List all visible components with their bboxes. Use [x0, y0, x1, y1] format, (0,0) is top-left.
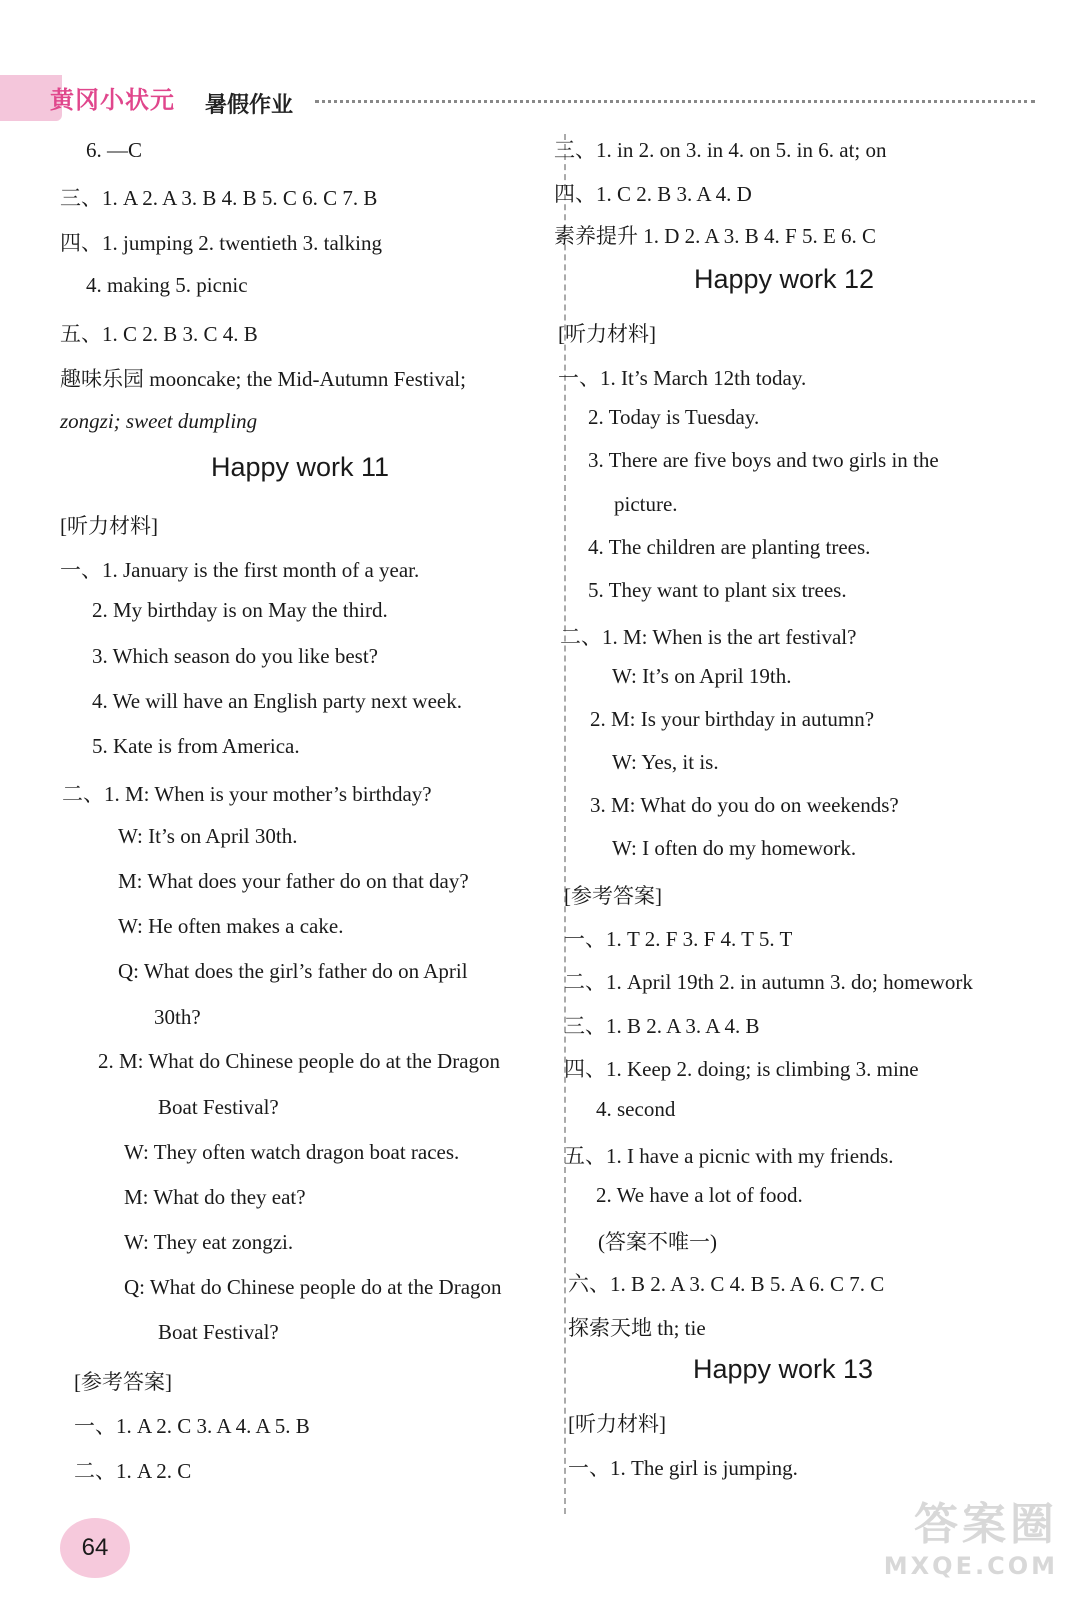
watermark-url: MXQE.COM	[883, 1552, 1058, 1580]
transcript-line: 3. M: What do you do on weekends?	[590, 793, 899, 817]
section-label: [参考答案]	[564, 884, 662, 908]
transcript-line: Boat Festival?	[158, 1095, 279, 1119]
transcript-line: Q: What does the girl’s father do on April	[118, 959, 468, 983]
transcript-line: 4. We will have an English party next week.	[92, 689, 462, 713]
transcript-line: 一、1. The girl is jumping.	[568, 1456, 798, 1480]
answer-note: (答案不唯一)	[598, 1230, 717, 1254]
header-title: 暑假作业	[205, 93, 294, 118]
answer-line: 趣味乐园 mooncake; the Mid-Autumn Festival;	[60, 367, 466, 391]
section-label: [听力材料]	[60, 514, 158, 538]
transcript-line: 一、1. It’s March 12th today.	[558, 366, 807, 390]
transcript-line: 2. M: What do Chinese people do at the Dragon	[98, 1049, 501, 1073]
transcript-line: picture.	[614, 492, 678, 516]
watermark-logo: 答案圈	[914, 1499, 1058, 1550]
answer-line: 素养提升 1. D 2. A 3. B 4. F 5. E 6. C	[554, 224, 877, 248]
answer-line: zongzi; sweet dumpling	[60, 409, 258, 433]
header-divider	[315, 100, 1035, 103]
answer-line: 二、1. April 19th 2. in autumn 3. do; homework	[564, 970, 973, 994]
transcript-line: 30th?	[154, 1005, 201, 1029]
answer-line: 四、1. Keep 2. doing; is climbing 3. mine	[564, 1057, 919, 1081]
transcript-line: W: Yes, it is.	[612, 750, 719, 774]
transcript-line: 2. M: Is your birthday in autumn?	[590, 707, 875, 731]
answer-line: 四、1. jumping 2. twentieth 3. talking	[60, 231, 382, 255]
transcript-line: W: They eat zongzi.	[124, 1230, 294, 1254]
section-label: [听力材料]	[558, 322, 656, 346]
answer-line: 一、1. T 2. F 3. F 4. T 5. T	[564, 927, 793, 951]
answer-line: 一、1. A 2. C 3. A 4. A 5. B	[74, 1414, 310, 1438]
page-number: 64	[60, 1518, 130, 1578]
transcript-line: M: What does your father do on that day?	[118, 869, 469, 893]
transcript-line: 4. The children are planting trees.	[588, 535, 871, 559]
answer-line: 6. —C	[86, 138, 143, 162]
section-title-happy-work-13: Happy work 13	[692, 1354, 874, 1384]
transcript-line: W: I often do my homework.	[612, 836, 857, 860]
answer-line: 五、1. I have a picnic with my friends.	[564, 1144, 894, 1168]
transcript-line: 2. My birthday is on May the third.	[92, 598, 388, 622]
section-title-happy-work-11: Happy work 11	[210, 452, 390, 482]
transcript-line: 3. There are five boys and two girls in the	[588, 448, 939, 472]
logo: 黄冈小状元	[50, 86, 175, 114]
answer-line: 三、1. B 2. A 3. A 4. B	[564, 1014, 760, 1038]
transcript-line: Boat Festival?	[158, 1320, 279, 1344]
answer-line: 五、1. C 2. B 3. C 4. B	[60, 322, 258, 346]
transcript-line: W: It’s on April 19th.	[612, 664, 792, 688]
answer-line: 探索天地 th; tie	[568, 1316, 706, 1340]
transcript-line: 5. They want to plant six trees.	[588, 578, 847, 602]
transcript-line: W: It’s on April 30th.	[118, 824, 298, 848]
answer-line: 四、1. C 2. B 3. A 4. D	[554, 182, 752, 206]
answer-line: 三、1. in 2. on 3. in 4. on 5. in 6. at; on	[554, 138, 887, 162]
transcript-line: 一、1. January is the first month of a year.	[60, 558, 420, 582]
answer-line: 4. second	[596, 1097, 676, 1121]
answer-line: 三、1. A 2. A 3. B 4. B 5. C 6. C 7. B	[60, 186, 378, 210]
answer-line: 4. making 5. picnic	[86, 273, 248, 297]
section-label: [听力材料]	[568, 1412, 666, 1436]
transcript-line: M: What do they eat?	[124, 1185, 306, 1209]
answer-line: 2. We have a lot of food.	[596, 1183, 803, 1207]
section-title-happy-work-12: Happy work 12	[693, 264, 875, 294]
transcript-line: 5. Kate is from America.	[92, 734, 300, 758]
transcript-line: W: He often makes a cake.	[118, 914, 344, 938]
transcript-line: W: They often watch dragon boat races.	[124, 1140, 460, 1164]
transcript-line: 二、1. M: When is the art festival?	[560, 625, 857, 649]
transcript-line: 3. Which season do you like best?	[92, 644, 378, 668]
transcript-line: Q: What do Chinese people do at the Dragon	[124, 1275, 502, 1299]
watermark	[884, 1488, 1058, 1580]
transcript-line: 二、1. M: When is your mother’s birthday?	[62, 782, 432, 806]
answer-line: 二、1. A 2. C	[74, 1459, 192, 1483]
section-label: [参考答案]	[74, 1370, 172, 1394]
answer-line: 六、1. B 2. A 3. C 4. B 5. A 6. C 7. C	[568, 1272, 885, 1296]
transcript-line: 2. Today is Tuesday.	[588, 405, 760, 429]
